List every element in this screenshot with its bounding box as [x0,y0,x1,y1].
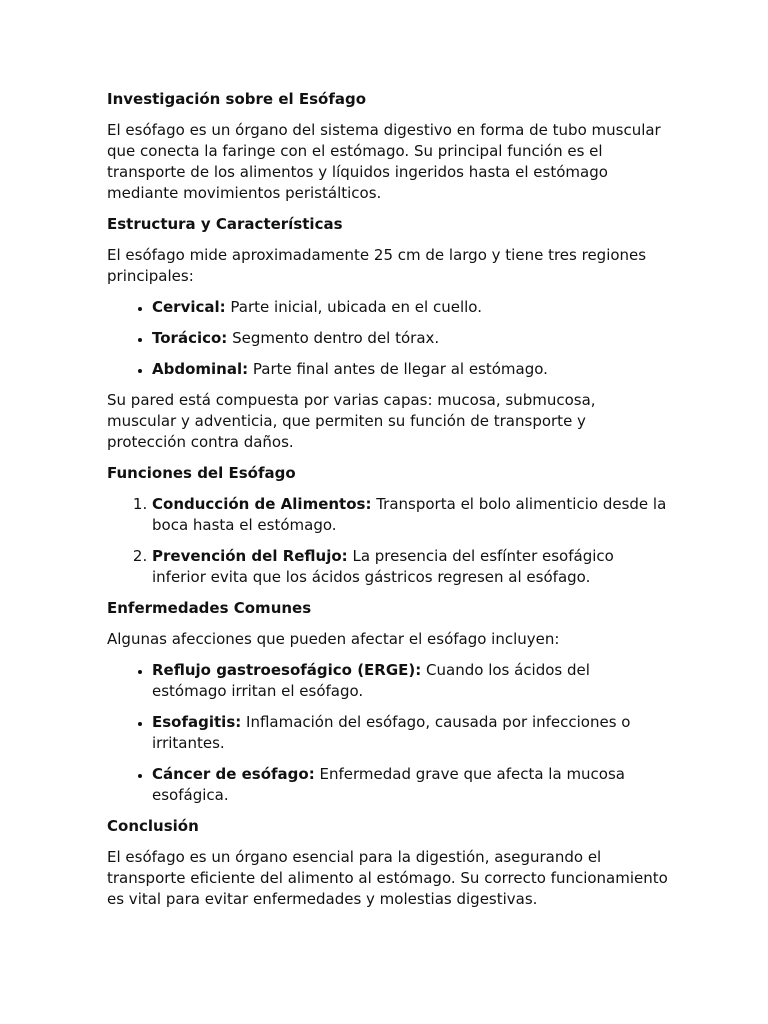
functions-list [107,494,668,588]
list-item [152,546,668,588]
list-item [152,494,668,536]
list-item-text: Parte inicial, ubicada en el cuello. [225,298,482,316]
list-item-term: Cáncer de esófago: [152,765,315,783]
conclusion-paragraph: El esófago es un órgano esencial para la digestión, asegurando el transporte eficiente del alimento al estómago. Su correcto funcionamiento es vital para evitar enfermedades y molestias digestivas. [107,848,668,908]
document-title: Investigación sobre el Esófago [107,90,367,108]
diseases-heading: Enfermedades Comunes [107,599,312,617]
structure-heading: Estructura y Características [107,215,343,233]
list-item [152,764,668,806]
conclusion-heading: Conclusión [107,817,199,835]
list-item-term: Torácico: [152,329,228,347]
diseases-list [107,660,668,806]
structure-intro-paragraph: El esófago mide aproximadamente 25 cm de largo y tiene tres regiones principales: [107,246,647,285]
list-item-term: Reflujo gastroesofágico (ERGE): [152,661,422,679]
list-item-term: Abdominal: [152,360,249,378]
list-item-text: Parte final antes de llegar al estómago. [248,360,548,378]
list-item-term: Esofagitis: [152,713,242,731]
list-item [152,660,668,702]
diseases-intro-paragraph: Algunas afecciones que pueden afectar el esófago incluyen: [107,630,560,648]
regions-list [107,297,668,380]
list-item-term: Conducción de Alimentos: [152,495,372,513]
list-item [152,712,668,754]
list-item [152,297,668,318]
list-item-text: Cuando los ácidos del estómago irritan el esófago. [152,661,590,700]
list-item [152,328,668,349]
list-item-text: Segmento dentro del tórax. [227,329,440,347]
wall-paragraph: Su pared está compuesta por varias capas: mucosa, submucosa, muscular y adventicia, que permiten su función de transporte y protección contra daños. [107,391,596,451]
list-item-text: Enfermedad grave que afecta la mucosa esofágica. [152,765,625,804]
intro-paragraph: El esófago es un órgano del sistema digestivo en forma de tubo muscular que conecta la faringe con el estómago. Su principal función es el transporte de los alimentos y líquidos ingeridos hasta el estómago mediante movimientos peristálticos. [107,121,661,202]
list-item-term: Prevención del Reflujo: [152,547,348,565]
functions-heading: Funciones del Esófago [107,464,296,482]
list-item-text: Transporta el bolo alimenticio desde la boca hasta el estómago. [152,495,667,534]
list-item-text: La presencia del esfínter esofágico inferior evita que los ácidos gástricos regresen al esófago. [152,547,614,586]
list-item-text: Inflamación del esófago, causada por infecciones o irritantes. [152,713,631,752]
list-item-term: Cervical: [152,298,226,316]
list-item [152,359,668,380]
